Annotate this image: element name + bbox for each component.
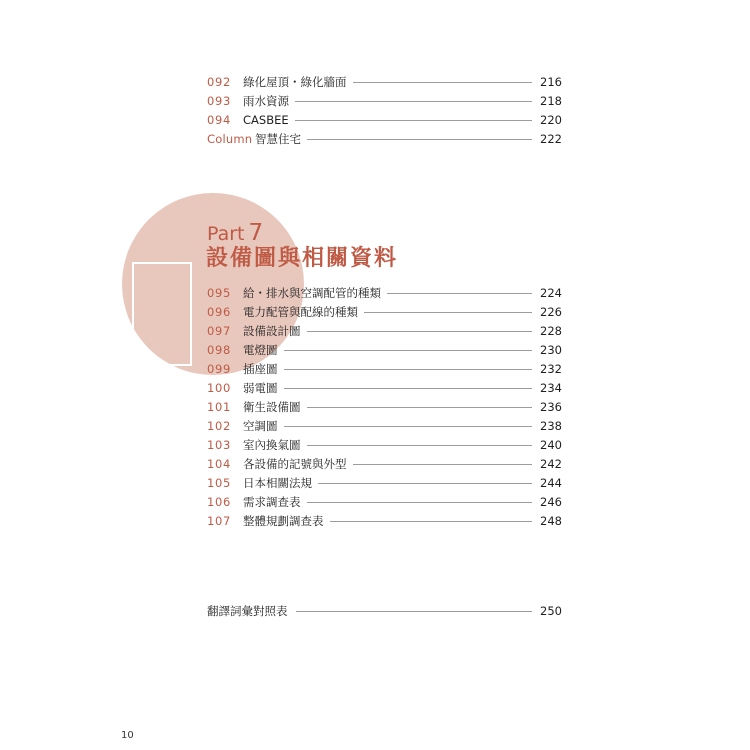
toc-entry[interactable] xyxy=(207,342,562,358)
entry-title: 整體規劃調查表 xyxy=(243,514,324,528)
entry-title: 插座圖 xyxy=(243,362,278,376)
part-word: Part xyxy=(207,223,245,245)
entry-page: 224 xyxy=(540,286,562,300)
entry-number: 100 xyxy=(207,381,232,395)
entry-number: 102 xyxy=(207,419,232,433)
entry-page: 244 xyxy=(540,476,562,490)
entry-title: 電燈圖 xyxy=(243,343,278,357)
entry-title: 綠化屋頂・綠化牆面 xyxy=(243,75,347,89)
toc-entry[interactable] xyxy=(207,361,562,377)
entry-title: 雨水資源 xyxy=(243,94,289,108)
entry-page: 220 xyxy=(540,113,562,127)
entry-number: 093 xyxy=(207,94,232,108)
toc-entry-column[interactable] xyxy=(207,131,562,147)
entry-number: 096 xyxy=(207,305,232,319)
leader-line xyxy=(307,331,533,332)
part-title: 設備圖與相關資料 xyxy=(206,246,399,271)
entry-page: 228 xyxy=(540,324,562,338)
entry-page: 240 xyxy=(540,438,562,452)
entry-title: 翻譯詞彙對照表 xyxy=(207,604,288,618)
entry-page: 216 xyxy=(540,75,562,89)
entry-number: 095 xyxy=(207,286,232,300)
entry-title: 設備設計圖 xyxy=(243,324,301,338)
leader-line xyxy=(284,388,533,389)
part-number: 7 xyxy=(248,220,264,246)
toc-entry[interactable] xyxy=(207,323,562,339)
entry-title: 室內換氣圖 xyxy=(243,438,301,452)
entry-page: 218 xyxy=(540,94,562,108)
entry-number: 104 xyxy=(207,457,232,471)
entry-page: 230 xyxy=(540,343,562,357)
entry-number: 101 xyxy=(207,400,232,414)
leader-line xyxy=(295,120,532,121)
leader-line xyxy=(387,293,532,294)
entry-page: 226 xyxy=(540,305,562,319)
leader-line xyxy=(353,82,533,83)
toc-entry-appendix[interactable] xyxy=(207,603,562,619)
toc-entry[interactable] xyxy=(207,513,562,529)
leader-line xyxy=(307,407,533,408)
toc-entry[interactable] xyxy=(207,112,562,128)
leader-line xyxy=(284,426,533,427)
entry-page: 246 xyxy=(540,495,562,509)
entry-title: 各設備的記號與外型 xyxy=(243,457,347,471)
leader-line xyxy=(330,521,533,522)
leader-line xyxy=(307,445,533,446)
toc-entry[interactable] xyxy=(207,475,562,491)
toc-entry[interactable] xyxy=(207,93,562,109)
page-number: 10 xyxy=(121,730,134,741)
part-label xyxy=(207,222,263,245)
leader-line xyxy=(307,502,533,503)
entry-title: 電力配管與配線的種類 xyxy=(243,305,358,319)
entry-title: 弱電圖 xyxy=(243,381,278,395)
toc-entry[interactable] xyxy=(207,456,562,472)
entry-number: 103 xyxy=(207,438,232,452)
entry-number: 092 xyxy=(207,75,232,89)
leader-line xyxy=(295,101,532,102)
entry-number: Column xyxy=(207,132,253,146)
entry-page: 222 xyxy=(540,132,562,146)
toc-entry[interactable] xyxy=(207,399,562,415)
toc-entry[interactable] xyxy=(207,285,562,301)
leader-line xyxy=(284,350,533,351)
entry-number: 106 xyxy=(207,495,232,509)
leader-line xyxy=(318,483,532,484)
entry-title: 衛生設備圖 xyxy=(243,400,301,414)
entry-number: 097 xyxy=(207,324,232,338)
entry-number: 098 xyxy=(207,343,232,357)
entry-page: 250 xyxy=(540,604,562,618)
entry-title: CASBEE xyxy=(243,113,289,127)
leader-line xyxy=(284,369,533,370)
toc-entry[interactable] xyxy=(207,380,562,396)
entry-page: 234 xyxy=(540,381,562,395)
toc-entry[interactable] xyxy=(207,74,562,90)
leader-line xyxy=(296,611,533,612)
entry-number: 099 xyxy=(207,362,232,376)
entry-page: 238 xyxy=(540,419,562,433)
toc-entry[interactable] xyxy=(207,304,562,320)
entry-number: 107 xyxy=(207,514,232,528)
toc-entry[interactable] xyxy=(207,494,562,510)
entry-page: 232 xyxy=(540,362,562,376)
entry-title: 空調圖 xyxy=(243,419,278,433)
entry-title: 需求調查表 xyxy=(243,495,301,509)
entry-title: 日本相關法規 xyxy=(243,476,312,490)
entry-number: 094 xyxy=(207,113,232,127)
leader-line xyxy=(353,464,533,465)
decorative-frame xyxy=(132,262,192,366)
entry-page: 242 xyxy=(540,457,562,471)
entry-title: 智慧住宅 xyxy=(255,132,301,146)
entry-title: 給・排水與空調配管的種類 xyxy=(243,286,381,300)
entry-number: 105 xyxy=(207,476,232,490)
entry-page: 236 xyxy=(540,400,562,414)
leader-line xyxy=(307,139,532,140)
leader-line xyxy=(364,312,532,313)
toc-entry[interactable] xyxy=(207,437,562,453)
entry-page: 248 xyxy=(540,514,562,528)
toc-entry[interactable] xyxy=(207,418,562,434)
